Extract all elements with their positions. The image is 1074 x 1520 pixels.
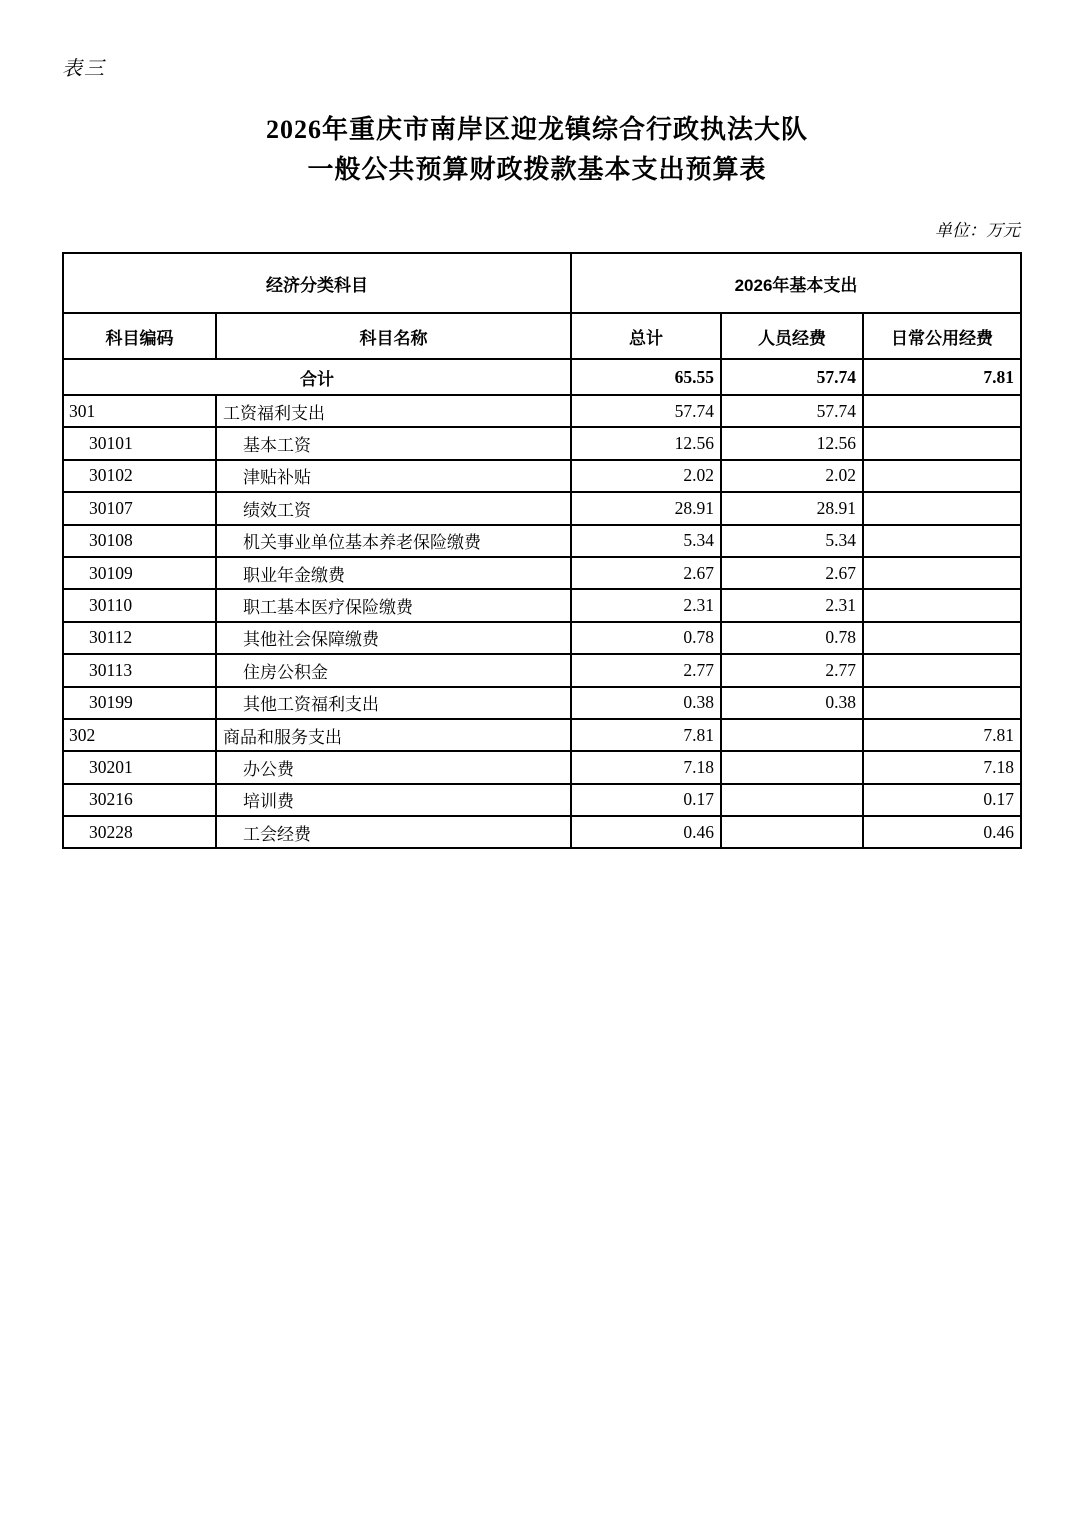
subject-code-cell: 30201	[63, 751, 216, 783]
table-row	[63, 654, 1021, 686]
table-row	[63, 395, 1021, 427]
personnel-value-cell	[721, 816, 863, 848]
daily-value-cell	[863, 589, 1021, 621]
personnel-value-cell: 2.67	[721, 557, 863, 589]
subject-code-cell: 30112	[63, 622, 216, 654]
daily-value-cell: 0.46	[863, 816, 1021, 848]
total-value-cell: 2.31	[571, 589, 721, 621]
daily-value-cell	[863, 492, 1021, 524]
total-value-cell: 7.81	[571, 719, 721, 751]
daily-value-cell: 7.18	[863, 751, 1021, 783]
personnel-value-cell: 5.34	[721, 525, 863, 557]
daily-value-cell	[863, 654, 1021, 686]
table-row	[63, 589, 1021, 621]
table-row	[63, 719, 1021, 751]
subject-name-cell: 其他社会保障缴费	[216, 622, 571, 654]
table-body	[63, 253, 1021, 848]
grand-total-personnel-value: 57.74	[721, 359, 863, 395]
subject-name-cell: 职业年金缴费	[216, 557, 571, 589]
header-row-groups	[63, 253, 1021, 313]
subject-code-cell: 30110	[63, 589, 216, 621]
unit-note: 单位：万元	[935, 221, 1020, 240]
table-row	[63, 427, 1021, 459]
subject-code-cell: 30109	[63, 557, 216, 589]
total-value-cell: 12.56	[571, 427, 721, 459]
total-value-cell: 5.34	[571, 525, 721, 557]
subject-name-cell: 职工基本医疗保险缴费	[216, 589, 571, 621]
total-value-cell: 0.38	[571, 687, 721, 719]
grand-total-daily-value: 7.81	[863, 359, 1021, 395]
subject-name-cell: 津贴补贴	[216, 460, 571, 492]
table-row	[63, 557, 1021, 589]
subject-name-cell: 商品和服务支出	[216, 719, 571, 751]
subject-code-cell: 30107	[63, 492, 216, 524]
daily-value-cell	[863, 460, 1021, 492]
total-value-cell: 2.77	[571, 654, 721, 686]
personnel-value-cell: 12.56	[721, 427, 863, 459]
column-header-total: 总计	[571, 313, 721, 359]
personnel-value-cell: 57.74	[721, 395, 863, 427]
subject-code-cell: 30113	[63, 654, 216, 686]
subject-code-cell: 30228	[63, 816, 216, 848]
subject-name-cell: 办公费	[216, 751, 571, 783]
corner-table-label: 表三	[62, 58, 106, 80]
subject-code-cell: 30102	[63, 460, 216, 492]
total-value-cell: 7.18	[571, 751, 721, 783]
grand-total-label: 合计	[63, 359, 571, 395]
column-header-daily-public-funds: 日常公用经费	[863, 313, 1021, 359]
column-header-personnel-funds: 人员经费	[721, 313, 863, 359]
subject-name-cell: 工会经费	[216, 816, 571, 848]
subject-code-cell: 30199	[63, 687, 216, 719]
table-row	[63, 687, 1021, 719]
total-value-cell: 0.46	[571, 816, 721, 848]
table-row	[63, 492, 1021, 524]
total-value-cell: 2.02	[571, 460, 721, 492]
subject-code-cell: 302	[63, 719, 216, 751]
daily-value-cell	[863, 557, 1021, 589]
header-economic-classification: 经济分类科目	[63, 253, 571, 313]
daily-value-cell: 0.17	[863, 784, 1021, 816]
grand-total-total-value: 65.55	[571, 359, 721, 395]
total-value-cell: 0.17	[571, 784, 721, 816]
subject-name-cell: 机关事业单位基本养老保险缴费	[216, 525, 571, 557]
personnel-value-cell: 2.77	[721, 654, 863, 686]
daily-value-cell	[863, 395, 1021, 427]
subject-name-cell: 基本工资	[216, 427, 571, 459]
subject-code-cell: 30101	[63, 427, 216, 459]
table-row	[63, 525, 1021, 557]
total-value-cell: 57.74	[571, 395, 721, 427]
personnel-value-cell: 0.38	[721, 687, 863, 719]
daily-value-cell: 7.81	[863, 719, 1021, 751]
table-row	[63, 460, 1021, 492]
page-title-line1: 2026年重庆市南岸区迎龙镇综合行政执法大队	[265, 115, 808, 144]
column-header-subject-name: 科目名称	[216, 313, 571, 359]
page-title	[0, 110, 1074, 190]
subject-name-cell: 其他工资福利支出	[216, 687, 571, 719]
subject-code-cell: 30216	[63, 784, 216, 816]
subject-code-cell: 30108	[63, 525, 216, 557]
header-basic-expenditure-2026: 2026年基本支出	[571, 253, 1021, 313]
table-row	[63, 751, 1021, 783]
personnel-value-cell: 2.02	[721, 460, 863, 492]
table-row	[63, 816, 1021, 848]
subject-code-cell: 301	[63, 395, 216, 427]
header-row-columns	[63, 313, 1021, 359]
total-value-cell: 0.78	[571, 622, 721, 654]
daily-value-cell	[863, 525, 1021, 557]
personnel-value-cell	[721, 751, 863, 783]
personnel-value-cell: 2.31	[721, 589, 863, 621]
personnel-value-cell	[721, 719, 863, 751]
budget-table	[62, 252, 1022, 849]
daily-value-cell	[863, 687, 1021, 719]
total-value-cell: 2.67	[571, 557, 721, 589]
page-title-line2: 一般公共预算财政拨款基本支出预算表	[307, 155, 767, 184]
daily-value-cell	[863, 622, 1021, 654]
subject-name-cell: 绩效工资	[216, 492, 571, 524]
total-value-cell: 28.91	[571, 492, 721, 524]
table-row	[63, 622, 1021, 654]
subject-name-cell: 培训费	[216, 784, 571, 816]
daily-value-cell	[863, 427, 1021, 459]
personnel-value-cell: 0.78	[721, 622, 863, 654]
subject-name-cell: 住房公积金	[216, 654, 571, 686]
personnel-value-cell: 28.91	[721, 492, 863, 524]
personnel-value-cell	[721, 784, 863, 816]
subject-name-cell: 工资福利支出	[216, 395, 571, 427]
table-row	[63, 784, 1021, 816]
column-header-subject-code: 科目编码	[63, 313, 216, 359]
grand-total-row	[63, 359, 1021, 395]
